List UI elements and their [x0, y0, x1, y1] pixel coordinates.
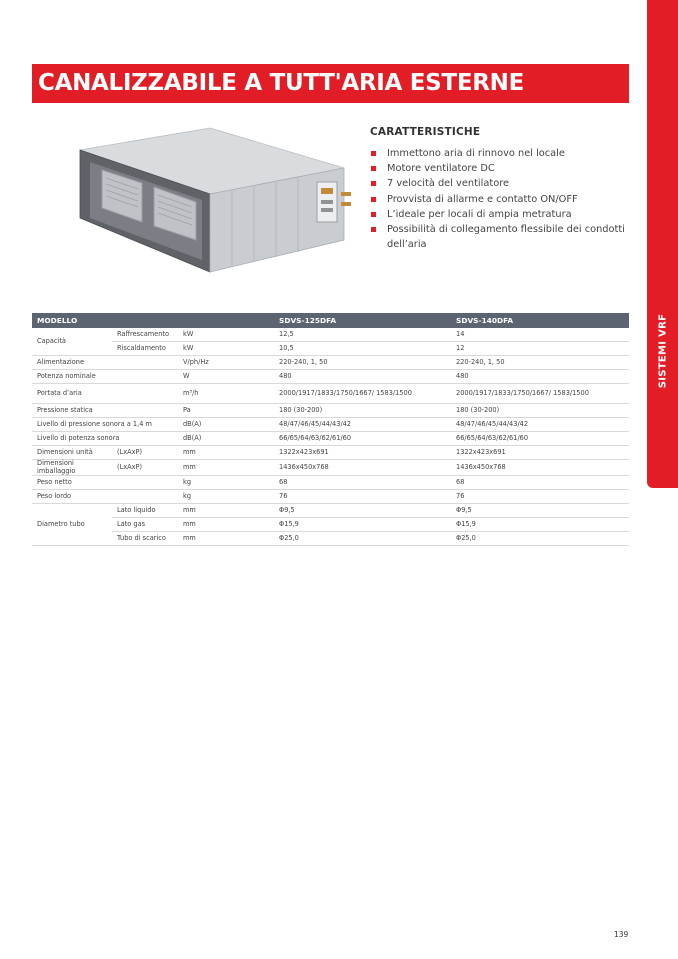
- row-value-1: 480: [274, 370, 451, 384]
- row-label: Dimensioni imballaggio: [32, 460, 112, 476]
- header-col2: SDVS-140DFA: [451, 313, 629, 328]
- feature-text: Provvista di allarme e contatto ON/OFF: [387, 193, 578, 205]
- feature-item: [370, 146, 630, 161]
- row-unit: Pa: [178, 404, 274, 418]
- row-unit: kg: [178, 490, 274, 504]
- row-label: Livello di pressione sonora a 1,4 m: [32, 418, 178, 432]
- feature-item: [370, 222, 630, 252]
- row-unit: mm: [178, 532, 274, 546]
- table-row: [32, 432, 629, 446]
- row-unit: W: [178, 370, 274, 384]
- row-value-2: 66/65/64/63/62/61/60: [451, 432, 629, 446]
- feature-item: [370, 161, 630, 176]
- row-value-2: 68: [451, 476, 629, 490]
- row-value-2: Φ15,9: [451, 518, 629, 532]
- specs-table: [32, 313, 629, 546]
- table-row: [32, 404, 629, 418]
- row-value-1: Φ9,5: [274, 504, 451, 518]
- bullet-icon: [371, 181, 376, 186]
- row-label: Livello di potenza sonora: [32, 432, 178, 446]
- row-sub: (LxAxP): [112, 460, 178, 476]
- row-value-2: 12: [451, 342, 629, 356]
- page-number: 139: [614, 930, 629, 939]
- feature-item: [370, 192, 630, 207]
- table-row: [32, 446, 629, 460]
- row-value-2: 48/47/46/45/44/43/42: [451, 418, 629, 432]
- row-sub: Tubo di scarico: [112, 532, 178, 546]
- feature-text: Motore ventilatore DC: [387, 163, 495, 175]
- row-value-2: Φ9,5: [451, 504, 629, 518]
- feature-item: [370, 207, 630, 222]
- row-value-1: 48/47/46/45/44/43/42: [274, 418, 451, 432]
- bullet-icon: [371, 197, 376, 202]
- table-row: [32, 490, 629, 504]
- table-row: [32, 418, 629, 432]
- bullet-icon: [371, 151, 376, 156]
- row-label: Pressione statica: [32, 404, 178, 418]
- row-label: Peso lordo: [32, 490, 178, 504]
- row-unit: kg: [178, 476, 274, 490]
- row-unit: dB(A): [178, 432, 274, 446]
- bullet-icon: [371, 227, 376, 232]
- table-header-row: [32, 313, 629, 328]
- row-value-2: 1322x423x691: [451, 446, 629, 460]
- table-row: [32, 476, 629, 490]
- header-col1: SDVS-125DFA: [274, 313, 451, 328]
- row-unit: mm: [178, 460, 274, 476]
- row-value-1: 76: [274, 490, 451, 504]
- feature-item: [370, 176, 630, 191]
- row-value-2: Φ25,0: [451, 532, 629, 546]
- row-unit: kW: [178, 342, 274, 356]
- row-value-1: 2000/1917/1833/1750/1667/ 1583/1500: [274, 384, 451, 404]
- table-row: [32, 460, 629, 476]
- table-row: [32, 356, 629, 370]
- feature-text: Immettono aria di rinnovo nel locale: [387, 148, 565, 159]
- row-label: Potenza nominale: [32, 370, 178, 384]
- row-unit: mm: [178, 504, 274, 518]
- feature-text: Possibilità di collegamento flessibile dei condotti dell’aria: [387, 224, 625, 251]
- row-unit: V/ph/Hz: [178, 356, 274, 370]
- row-value-1: 68: [274, 476, 451, 490]
- header-model: MODELLO: [32, 313, 274, 328]
- row-value-2: 220-240, 1, 50: [451, 356, 629, 370]
- row-unit: kW: [178, 328, 274, 342]
- table-row: [32, 328, 629, 342]
- bullet-icon: [371, 166, 376, 171]
- row-sub: Lato gas: [112, 518, 178, 532]
- row-unit: mm: [178, 518, 274, 532]
- row-label: Dimensioni unità: [32, 446, 112, 460]
- table-row: [32, 518, 629, 532]
- row-label: Portata d’aria: [32, 384, 178, 404]
- row-sub: Raffrescamento: [112, 328, 178, 342]
- row-value-1: 180 (30-200): [274, 404, 451, 418]
- page-title: CANALIZZABILE A TUTT'ARIA ESTERNE: [38, 70, 525, 96]
- row-value-2: 480: [451, 370, 629, 384]
- product-image: [62, 122, 362, 282]
- row-value-2: 76: [451, 490, 629, 504]
- row-value-1: 66/65/64/63/62/61/60: [274, 432, 451, 446]
- side-tab-label: SISTEMI VRF: [657, 313, 668, 389]
- row-value-1: 220-240, 1, 50: [274, 356, 451, 370]
- table-row: [32, 504, 629, 518]
- row-label: Capacità: [32, 328, 112, 356]
- row-label: Diametro tubo: [32, 504, 112, 546]
- table-row: [32, 384, 629, 404]
- row-sub: (LxAxP): [112, 446, 178, 460]
- row-value-2: 2000/1917/1833/1750/1667/ 1583/1500: [451, 384, 629, 404]
- table-row: [32, 532, 629, 546]
- row-value-1: Φ25,0: [274, 532, 451, 546]
- row-value-1: 1436x450x768: [274, 460, 451, 476]
- row-value-1: 12,5: [274, 328, 451, 342]
- row-unit: m³/h: [178, 384, 274, 404]
- row-label: Peso netto: [32, 476, 178, 490]
- row-unit: mm: [178, 446, 274, 460]
- features-heading: CARATTERISTICHE: [370, 126, 481, 138]
- title-bar: [32, 64, 629, 103]
- row-sub: Riscaldamento: [112, 342, 178, 356]
- row-label: Alimentazione: [32, 356, 178, 370]
- table-row: [32, 370, 629, 384]
- row-value-2: 14: [451, 328, 629, 342]
- row-value-1: 10,5: [274, 342, 451, 356]
- features-list: [370, 146, 630, 252]
- features-section: [370, 126, 630, 252]
- feature-text: 7 velocità del ventilatore: [387, 178, 510, 190]
- bullet-icon: [371, 212, 376, 217]
- table-row: [32, 342, 629, 356]
- row-unit: dB(A): [178, 418, 274, 432]
- side-section-tab: [647, 0, 678, 488]
- feature-text: L’ideale per locali di ampia metratura: [387, 208, 572, 220]
- row-value-2: 1436x450x768: [451, 460, 629, 476]
- row-value-2: 180 (30-200): [451, 404, 629, 418]
- row-sub: Lato liquido: [112, 504, 178, 518]
- row-value-1: 1322x423x691: [274, 446, 451, 460]
- row-value-1: Φ15,9: [274, 518, 451, 532]
